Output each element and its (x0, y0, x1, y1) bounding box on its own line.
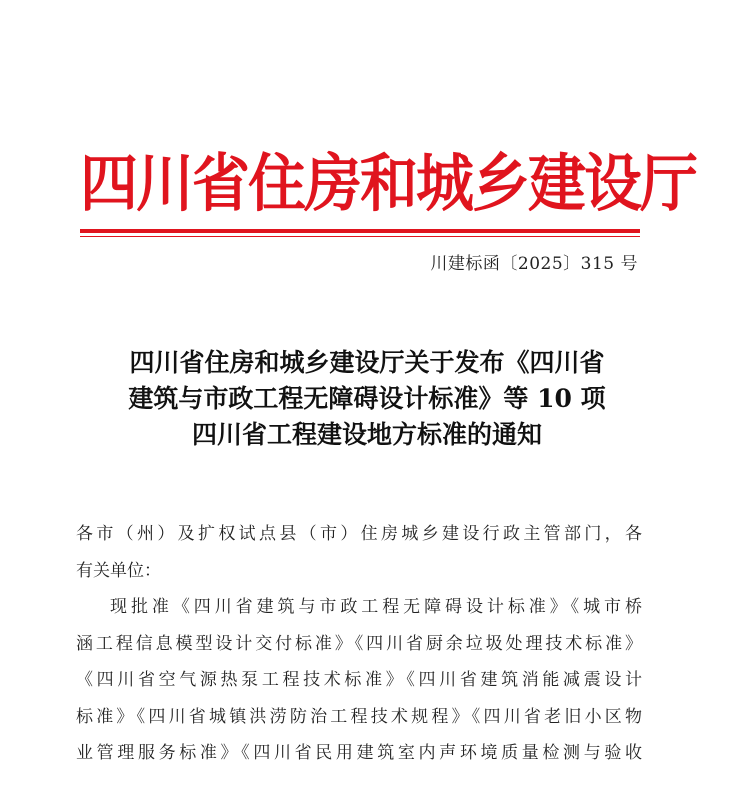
body-line: 业管理服务标准》《四川省民用建筑室内声环境质量检测与验收 (76, 743, 642, 763)
notice-body (76, 516, 642, 772)
body-line: 现批准《四川省建筑与市政工程无障碍设计标准》《城市桥 (110, 597, 642, 617)
title-line: 四川省工程建设地方标准的通知 (191, 420, 542, 449)
red-rule-thin (80, 236, 640, 237)
title-line: 四川省住房和城乡建设厅关于发布《四川省 (129, 348, 605, 377)
title-line: 建筑与市政工程无障碍设计标准》等 10 项 (128, 384, 606, 413)
addressee-line: 各市（州）及扩权试点县（市）住房城乡建设行政主管部门，各 (76, 524, 642, 544)
red-rule-thick (80, 229, 640, 233)
body-line: 《四川省空气源热泵工程技术标准》《四川省建筑消能减震设计 (76, 670, 642, 690)
body-line: 标准》《四川省城镇洪涝防治工程技术规程》《四川省老旧小区物 (76, 706, 642, 727)
notice-title (72, 345, 662, 453)
body-line: 涵工程信息模型设计交付标准》《四川省厨余垃圾处理技术标准》 (76, 633, 642, 654)
masthead-title: 四川省住房和城乡建设厅 (80, 146, 697, 220)
document-number: 川建标函〔2025〕315 号 (430, 254, 638, 274)
addressee-line: 有关单位： (76, 560, 161, 581)
